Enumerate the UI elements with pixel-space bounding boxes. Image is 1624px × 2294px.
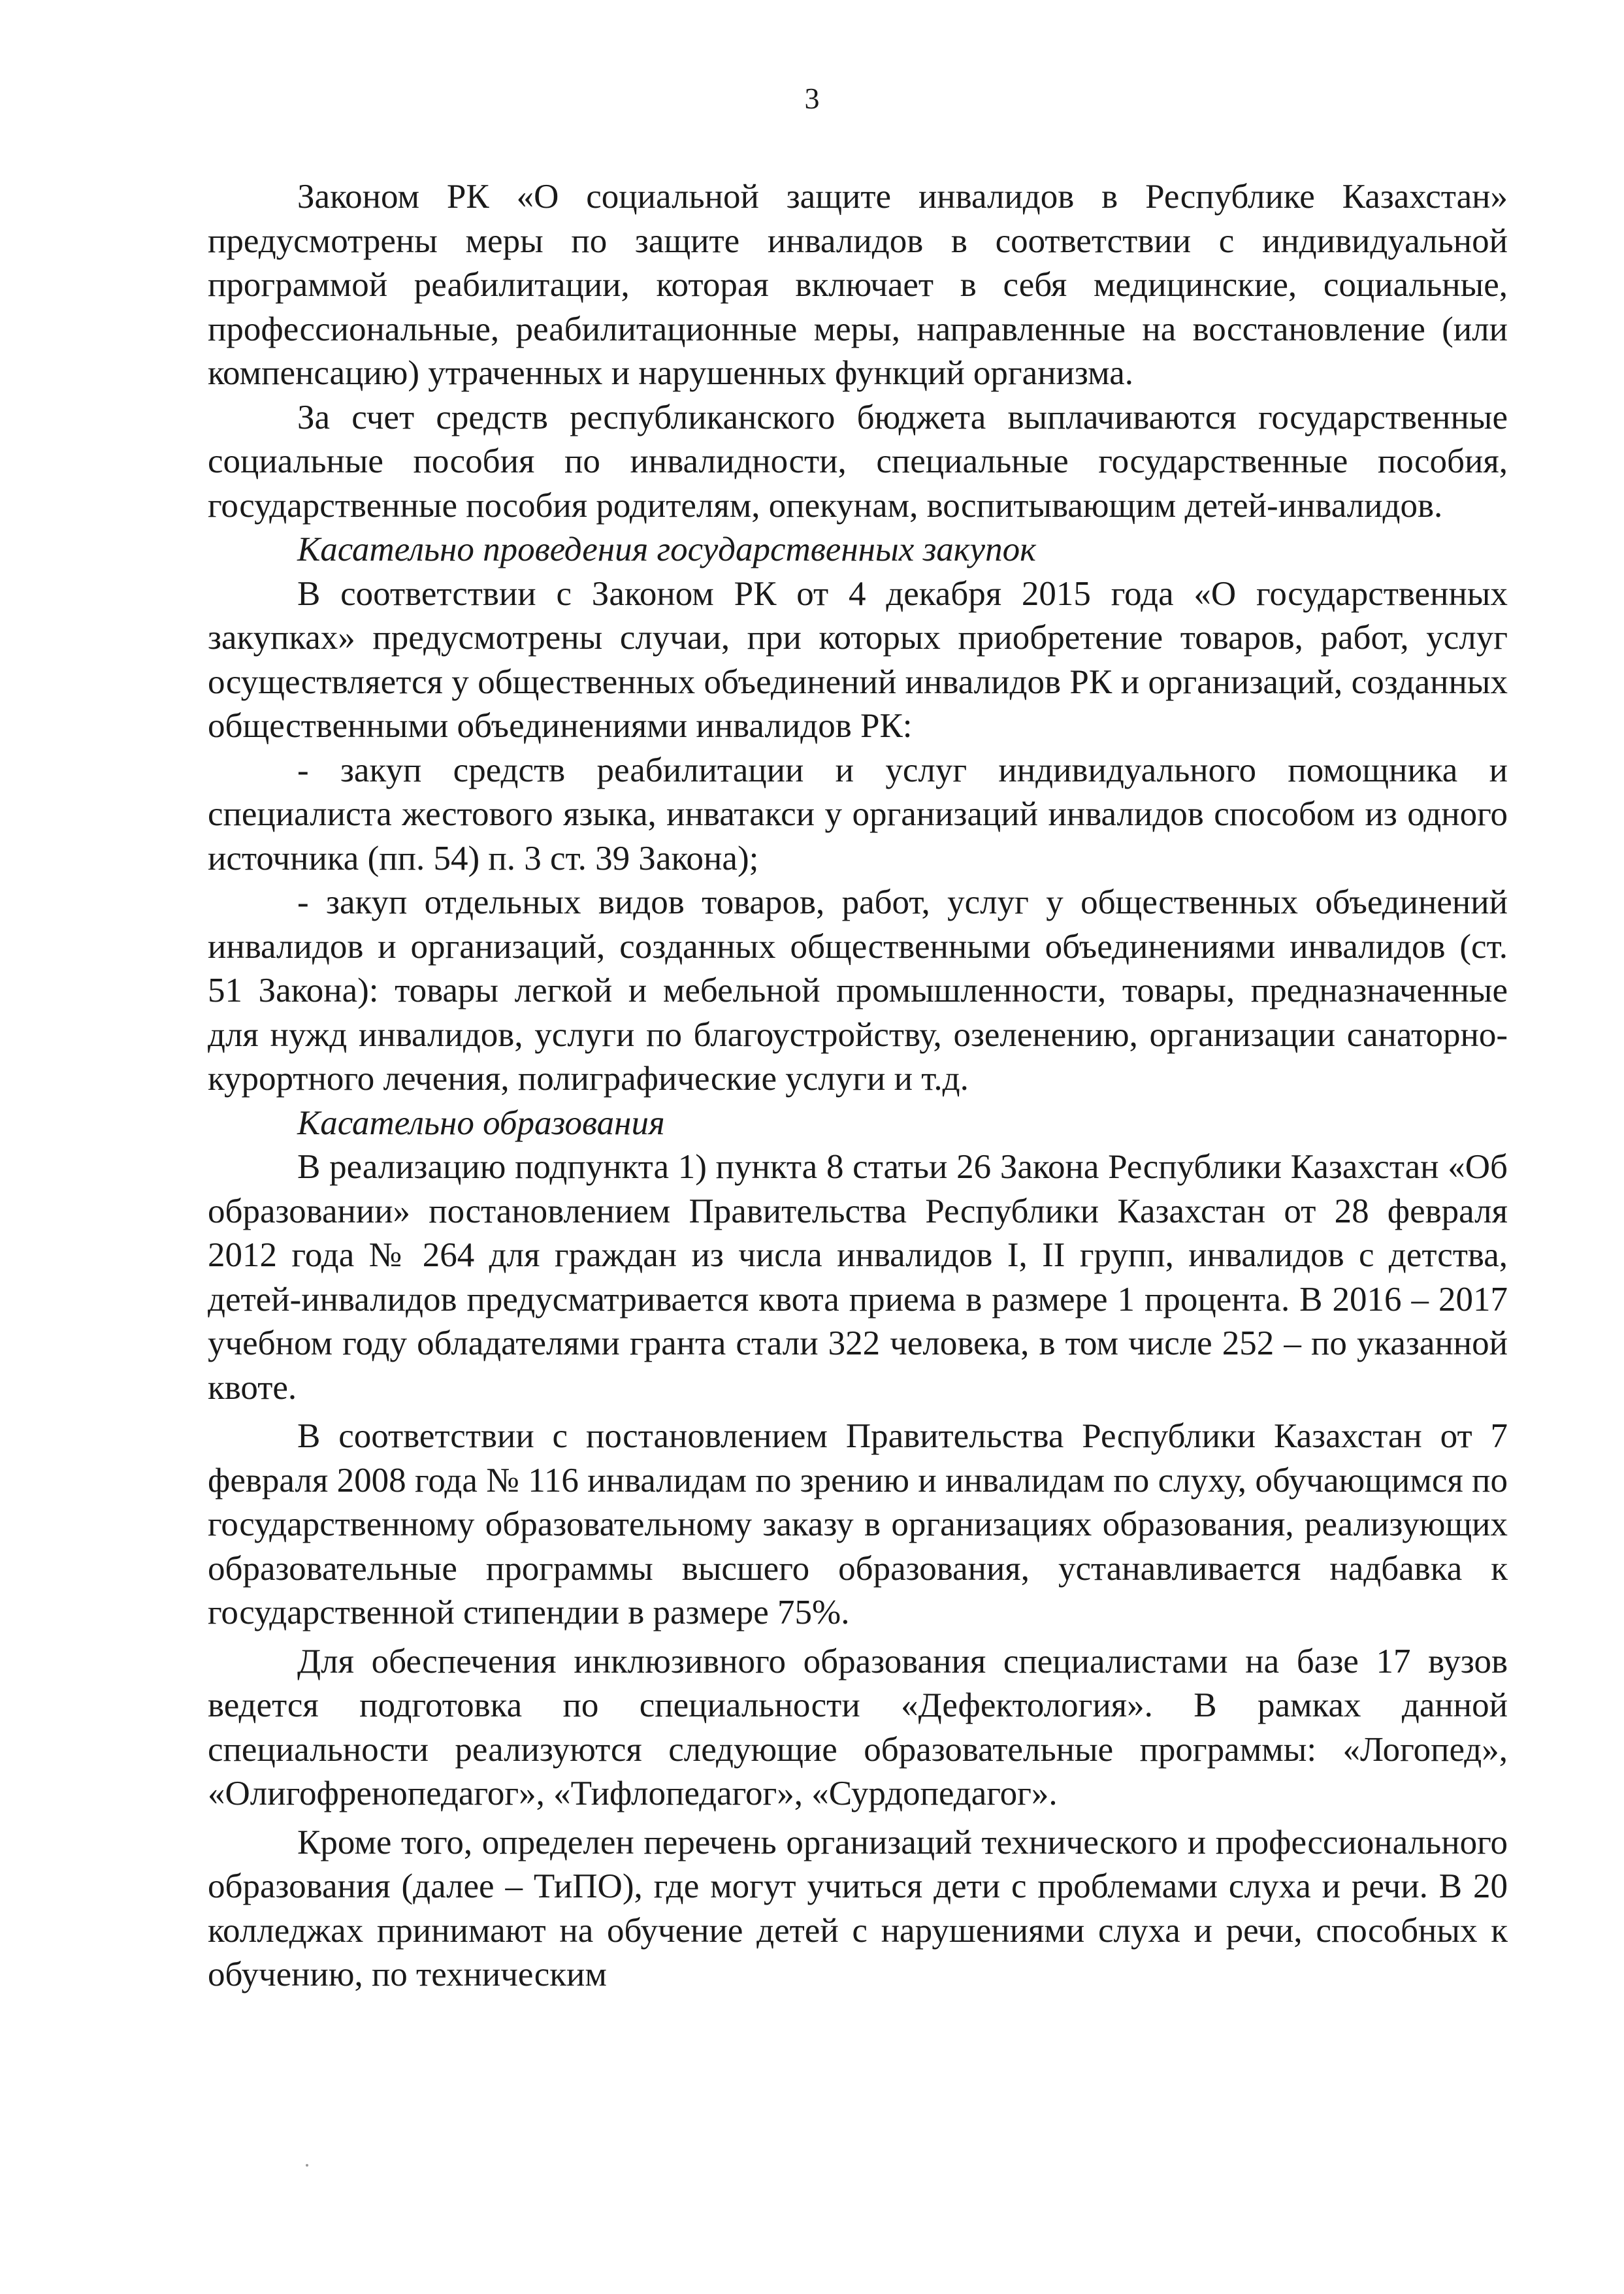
paragraph-defectology-training: Для обеспечения инклюзивного образования специалистами на базе 17 вузов ведется подготовка по специальности «Дефектология». В рамках данной специальности реализуются следующие образовательные программы: «Логопед», «Олигофренопедагог», «Тифлопедагог», «Сурдопедагог».	[208, 1642, 1508, 1812]
paragraph-procurement-law: В соответствии с Законом РК от 4 декабря 2015 года «О государственных закупках» предусмотрены случаи, при которых приобретение товаров, работ, услуг осуществляется у общественных объединений инвалидов РК и организаций, созданных общественными объединениями инвалидов РК:	[208, 574, 1508, 745]
paragraph-social-protection-law: Законом РК «О социальной защите инвалидов в Республике Казахстан» предусмотрены меры по защите инвалидов в соответствии с индивидуальной программой реабилитации, которая включает в себя медицинские, социальные, профессиональные, реабилитационные меры, направленные на восстановление (или компенсацию) утраченных и нарушенных функций организма.	[208, 178, 1508, 392]
subheading-public-procurement: Касательно проведения государственных закупок	[297, 531, 1036, 568]
list-item-goods-works-services: - закуп отдельных видов товаров, работ, услуг у общественных объединений инвалидов и организаций, созданных общественными объединениями инвалидов (ст. 51 Закона): товары легкой и мебельной промышленности, товары, предназначенные для нужд инвалидов, услуги по благоустройству, озеленению, организации санаторно-курортного лечения, полиграфические услуги и т.д.	[208, 883, 1508, 1098]
paragraph-admission-quota: В реализацию подпункта 1) пункта 8 статьи 26 Закона Республики Казахстан «Об образовании» постановлением Правительства Республики Казахстан от 28 февраля 2012 года № 264 для граждан из числа инвалидов I, II групп, инвалидов с детства, детей-инвалидов предусматривается квота приема в размере 1 процента. В 2016 – 2017 учебном году обладателями гранта стали 322 человека, в том числе 252 – по указанной квоте.	[208, 1148, 1508, 1407]
list-item-rehabilitation-procurement: - закуп средств реабилитации и услуг индивидуального помощника и специалиста жестового языка, инватакси у организаций инвалидов способом из одного источника (пп. 54) п. 3 ст. 39 Закона);	[208, 751, 1508, 877]
document-body	[208, 175, 1508, 1997]
paragraph-tvet-colleges: Кроме того, определен перечень организаций технического и профессионального образования (далее – ТиПО), где могут учиться дети с проблемами слуха и речи. В 20 колледжах принимают на обучение детей с нарушениями слуха и речи, способных к обучению, по техническим	[208, 1823, 1508, 1993]
scan-speck	[306, 2164, 308, 2167]
page-number: 3	[804, 82, 820, 115]
subheading-education: Касательно образования	[297, 1104, 665, 1142]
paragraph-state-benefits: За счет средств республиканского бюджета выплачиваются государственные социальные пособия по инвалидности, специальные государственные пособия, государственные пособия родителям, опекунам, воспитывающим детей-инвалидов.	[208, 398, 1508, 525]
paragraph-scholarship-allowance: В соответствии с постановлением Правительства Республики Казахстан от 7 февраля 2008 года № 116 инвалидам по зрению и инвалидам по слуху, обучающимся по государственному образовательному заказу в организациях образования, реализующих образовательные программы высшего образования, устанавливается надбавка к государственной стипендии в размере 75%.	[208, 1417, 1508, 1631]
